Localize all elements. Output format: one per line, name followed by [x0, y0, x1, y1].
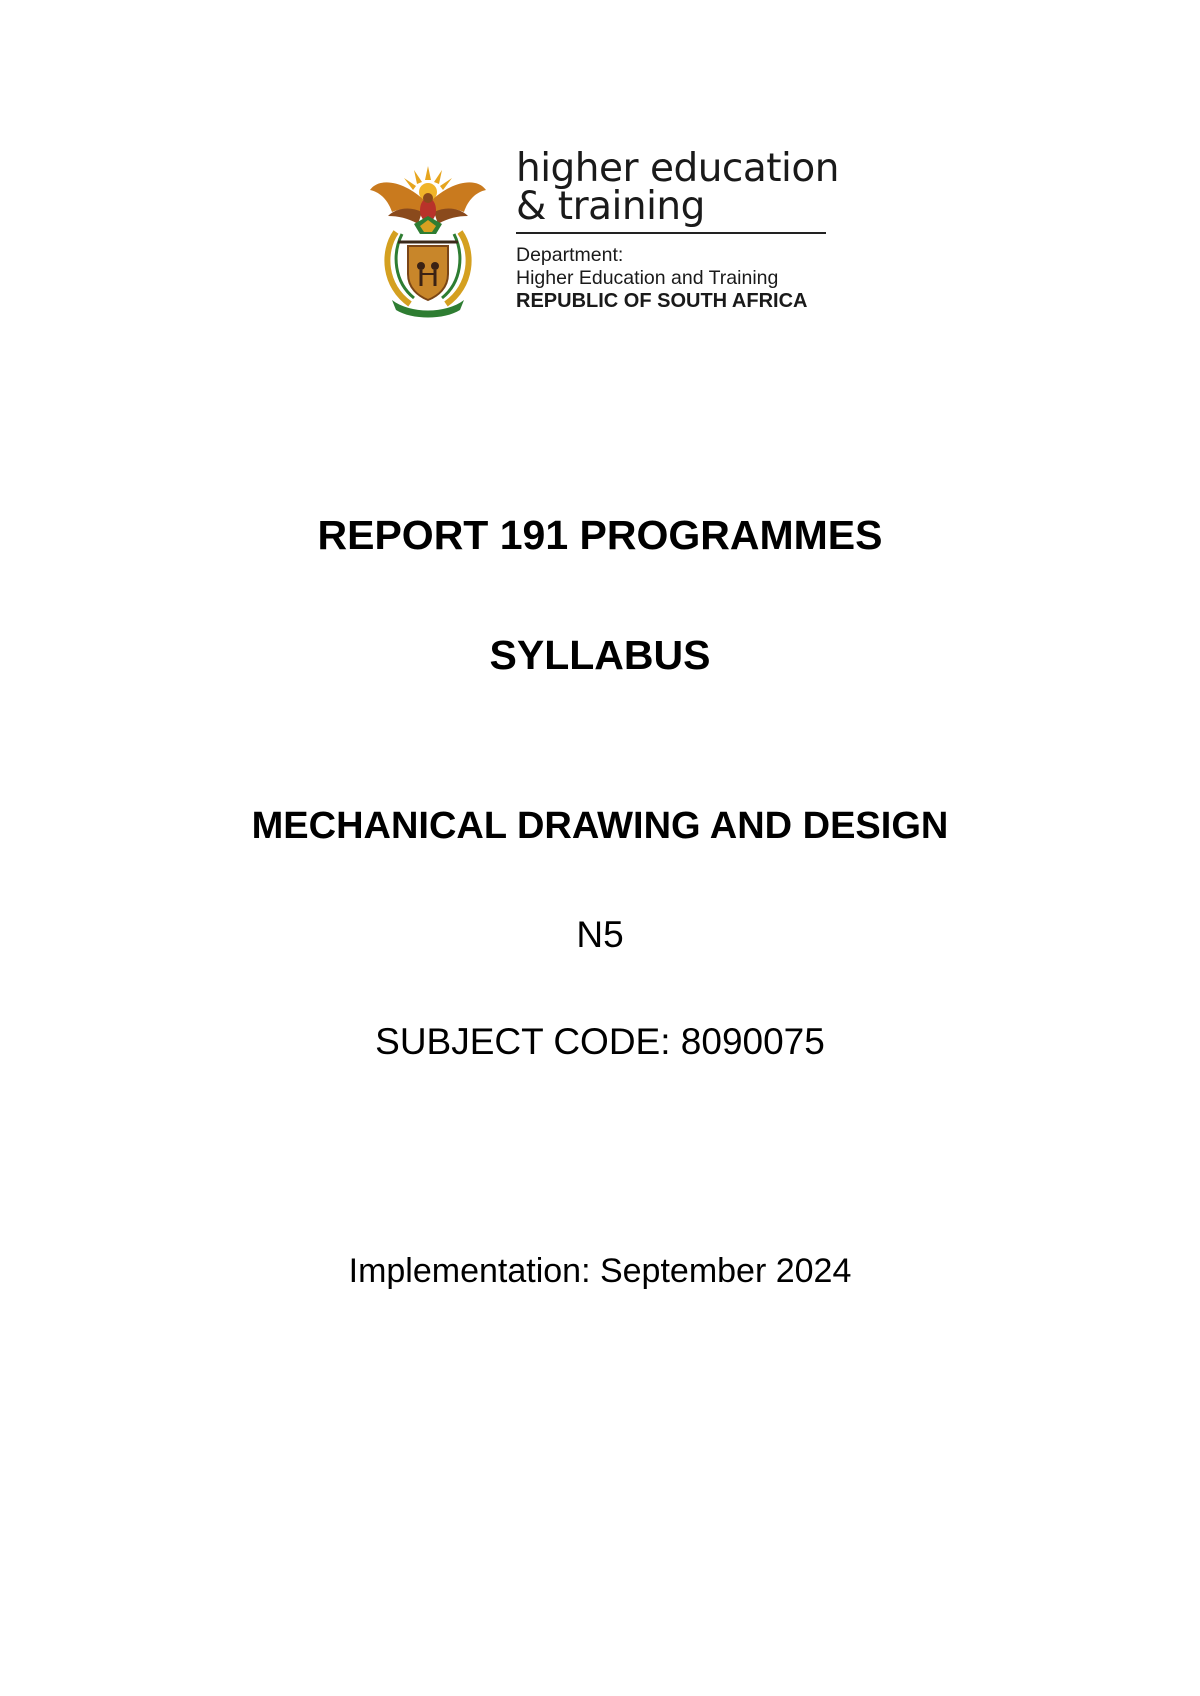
department-name: Higher Education and Training — [516, 267, 779, 289]
department-label: Department: — [516, 244, 624, 266]
subject-level: N5 — [576, 914, 624, 955]
department-wordmark — [516, 146, 839, 313]
document-subtitle: SYLLABUS — [489, 632, 711, 678]
subject-name: MECHANICAL DRAWING AND DESIGN — [251, 805, 949, 847]
document-title: REPORT 191 PROGRAMMES — [317, 512, 883, 558]
implementation-date: Implementation: September 2024 — [348, 1252, 852, 1290]
country-name: REPUBLIC OF SOUTH AFRICA — [516, 290, 808, 312]
department-logo — [366, 146, 839, 330]
subject-code: SUBJECT CODE: 8090075 — [375, 1021, 825, 1062]
coat-of-arms-icon — [366, 162, 490, 318]
brand-line-training: & training — [516, 184, 705, 229]
brand-divider — [516, 232, 826, 234]
brand-line-higher-education: higher education — [516, 146, 839, 191]
